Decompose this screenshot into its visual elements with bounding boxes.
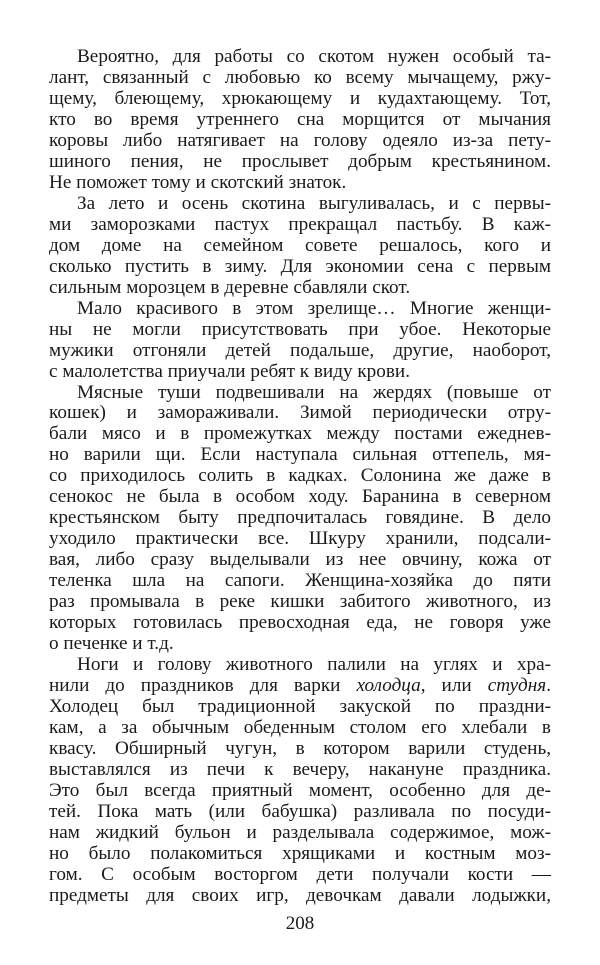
text-line: дом доме на семейном совете решалось, кого и: [49, 234, 551, 256]
text-line: теленка шла на сапоги. Женщина-хозяйка до пяти: [49, 570, 551, 592]
text-line: кто во время утреннего сна морщится от мычания: [49, 108, 551, 130]
text-line: Мясные туши подвешивали на жердях (повыше от: [77, 381, 551, 403]
text-line: но варили щи. Если наступала сильная оттепель, мя-: [49, 444, 551, 466]
text-line: Мало красивого в этом зрелище… Многие женщи-: [77, 297, 551, 319]
text-line: но было полакомиться хрящиками и костным моз-: [49, 842, 551, 864]
text-line: сколько пустить в зиму. Для экономии сена с первым: [49, 255, 551, 277]
text-line: бали мясо и в промежутках между постами ежеднев-: [49, 423, 551, 445]
text-line: ны не могли присутствовать при убое. Некоторые: [49, 318, 551, 340]
text-line: тей. Пока мать (или бабушка) разливала по посуди-: [49, 800, 551, 822]
text-line: о печенке и т.д.: [49, 633, 174, 655]
text-line: кошек) и замораживали. Зимой периодически отру-: [49, 402, 551, 424]
text-line: Не поможет тому и скотский знаток.: [49, 171, 347, 193]
text-line: лант, связанный с любовью ко всему мычащему, ржу-: [49, 66, 551, 88]
text-line: Холодец был традиционной закуской по праздни-: [49, 696, 551, 718]
text-line: выставлялся из печи к вечеру, накануне праздника.: [49, 758, 551, 780]
text-line-with-italics: [49, 675, 551, 696]
text-line: нам жидкий бульон и разделывала содержимое, мож-: [49, 821, 551, 843]
text-line: шиного пения, не прослывет добрым крестьянином.: [49, 150, 551, 172]
text-line: предметы для своих игр, девочкам давали лодыжки,: [49, 884, 551, 906]
text-fragment: нили до праздников для варки: [49, 675, 357, 697]
text-line: За лето и осень скотина выгуливалась, и с первы-: [77, 192, 551, 214]
text-line: Вероятно, для работы со скотом нужен особый та-: [77, 46, 551, 67]
text-fragment: .: [546, 675, 551, 697]
text-line: сильным морозцем в деревне сбавляли скот.: [49, 276, 411, 298]
text-line: сенокос не была в особом ходу. Баранина в северном: [49, 486, 551, 508]
text-line: кам, а за обычным обеденным столом его хлебали в: [49, 717, 551, 738]
text-line: которых готовилась превосходная еда, не говоря уже: [49, 612, 551, 634]
text-line: раз промывала в реке кишки забитого животного, из: [49, 591, 551, 613]
italic-term-studen: студня: [487, 675, 547, 697]
text-line: со приходилось солить в кадках. Солонина же даже в: [49, 465, 551, 487]
text-line: мужики отгоняли детей подальше, другие, наоборот,: [49, 339, 551, 361]
text-line: Это был всегда приятный момент, особенно для де-: [49, 779, 551, 801]
text-line: вая, либо сразу выделывали из нее овчину, кожа от: [49, 549, 551, 571]
text-line: с малолетства приучали ребят к виду крови.: [49, 360, 410, 382]
text-line: Ноги и голову животного палили на углях и хра-: [77, 654, 551, 676]
text-line: крестьянском быту предпочиталась говядине. В дело: [49, 507, 551, 529]
text-line: уходило практически все. Шкуру хранили, подсали-: [49, 528, 551, 550]
page-number: 208: [285, 913, 315, 934]
text-line: щему, блеющему, хрюкающему и кудахтающему. Тот,: [49, 87, 551, 109]
book-page-text: [49, 46, 551, 906]
italic-term-kholodets: холодца: [356, 675, 421, 697]
text-line: гом. С особым восторгом дети получали кости —: [49, 863, 551, 885]
text-line: ми заморозками пастух прекращал пастьбу. В каж-: [49, 213, 551, 235]
text-fragment: , или: [420, 675, 488, 697]
text-line: коровы либо натягивает на голову одеяло из-за пету-: [49, 129, 551, 151]
text-line: квасу. Обширный чугун, в котором варили студень,: [49, 737, 551, 759]
